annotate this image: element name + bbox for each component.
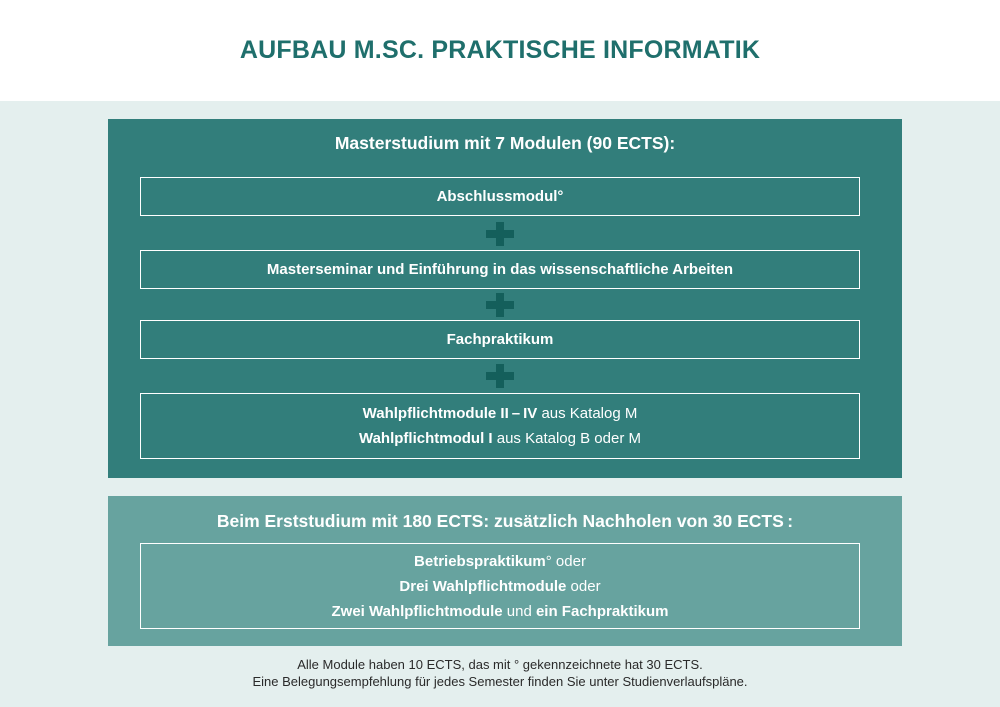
erststudium-panel: [108, 496, 902, 646]
module-fachpraktikum-label: Fachpraktikum: [446, 331, 554, 348]
module-seminar: [140, 250, 860, 289]
option-line-3: [331, 599, 668, 624]
module-abschluss: [140, 177, 860, 216]
option-2-bold: Drei Wahlpflichtmodule: [399, 577, 567, 595]
master-heading: Masterstudium mit 7 Modulen (90 ECTS):: [334, 133, 676, 153]
wahlpflicht-line-1: [363, 401, 638, 426]
master-panel: [108, 119, 902, 478]
wahlpflicht-1-rest: aus Katalog M: [537, 405, 638, 422]
option-line-1: [414, 549, 586, 574]
module-wahlpflicht: [140, 393, 860, 459]
page-title: AUFBAU M.SC. PRAKTISCHE INFORMATIK: [239, 36, 761, 64]
option-3-bold-a: Zwei Wahlpflichtmodule: [331, 602, 503, 620]
erststudium-heading: Beim Erststudium mit 180 ECTS: zusätzlich Nachholen von 30 ECTS :: [216, 511, 794, 531]
plus-icon: [486, 222, 514, 246]
option-1-bold: Betriebspraktikum: [414, 552, 546, 570]
erststudium-options: [140, 543, 860, 629]
option-1-rest: ° oder: [545, 552, 586, 570]
plus-icon: [486, 293, 514, 317]
footer-line-2: Eine Belegungsempfehlung für jedes Semester finden Sie unter Studienverlaufspläne.: [252, 674, 748, 689]
option-3-mid: und: [502, 602, 536, 620]
option-3-bold-b: ein Fachpraktikum: [535, 602, 669, 620]
wahlpflicht-2-rest: aus Katalog B oder M: [492, 430, 641, 447]
module-abschluss-label: Abschlussmodul°: [436, 188, 564, 205]
header-area: [0, 0, 1000, 101]
footer-line-1: Alle Module haben 10 ECTS, das mit ° gekennzeichnete hat 30 ECTS.: [297, 657, 703, 672]
module-seminar-label: Masterseminar und Einführung in das wissenschaftliche Arbeiten: [266, 261, 734, 278]
plus-icon: [486, 364, 514, 388]
wahlpflicht-1-bold: Wahlpflichtmodule II – IV: [362, 405, 538, 422]
option-line-2: [399, 574, 600, 599]
module-fachpraktikum: [140, 320, 860, 359]
footer-note: [0, 656, 1000, 690]
wahlpflicht-2-bold: Wahlpflichtmodul I: [358, 430, 493, 447]
wahlpflicht-line-2: [359, 426, 641, 451]
option-2-rest: oder: [566, 577, 601, 595]
